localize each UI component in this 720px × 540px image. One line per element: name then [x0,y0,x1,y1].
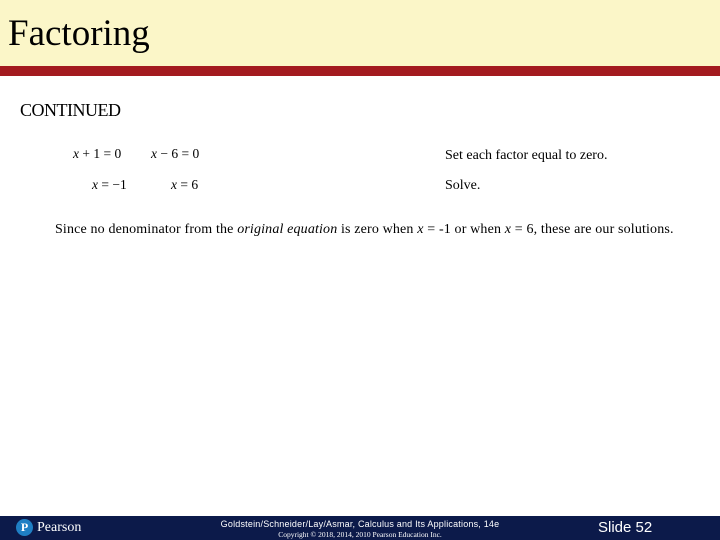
conclusion-emphasis: original equation [237,222,338,237]
solution-x-6 [171,177,198,193]
equation-x-minus-6 [151,146,199,162]
conclusion-variable: x [417,222,424,237]
title-band [0,0,720,66]
pearson-logo-letter: P [20,520,29,534]
slide-title: Factoring [8,13,150,54]
equation-expression: + 1 = 0 [79,146,122,161]
title-divider [0,66,720,76]
conclusion-text: Since no denominator from the [55,222,238,237]
equation-variable: x [73,146,79,161]
equation-variable: x [92,177,98,192]
book-credit: Goldstein/Schneider/Lay/Asmar, Calculus and Its Applications, 14e [220,519,500,529]
equation-expression: = −1 [98,177,127,192]
equation-variable: x [171,177,177,192]
equation-x-plus-1 [73,146,121,162]
conclusion-text: = -1 or when [423,222,505,237]
slide-footer [0,516,720,540]
step-note-solve: Solve. [445,178,481,193]
equation-expression: = 6 [177,177,199,192]
conclusion-variable: x [504,222,512,237]
equation-variable: x [151,146,157,161]
solution-x-neg-1 [92,177,127,193]
pearson-logo-icon [16,519,33,536]
slide-number: Slide 52 [598,519,653,536]
copyright-notice: Copyright © 2018, 2014, 2010 Pearson Education Inc. [278,530,442,539]
slide-subheading: CONTINUED [20,100,121,120]
conclusion-paragraph [55,220,695,240]
equation-expression: − 6 = 0 [157,146,200,161]
step-note-set-equal: Set each factor equal to zero. [445,148,608,163]
conclusion-text: = 6, these are our solutions. [511,222,674,237]
pearson-logo-text: Pearson [37,520,82,535]
conclusion-text: is zero when [337,222,418,237]
